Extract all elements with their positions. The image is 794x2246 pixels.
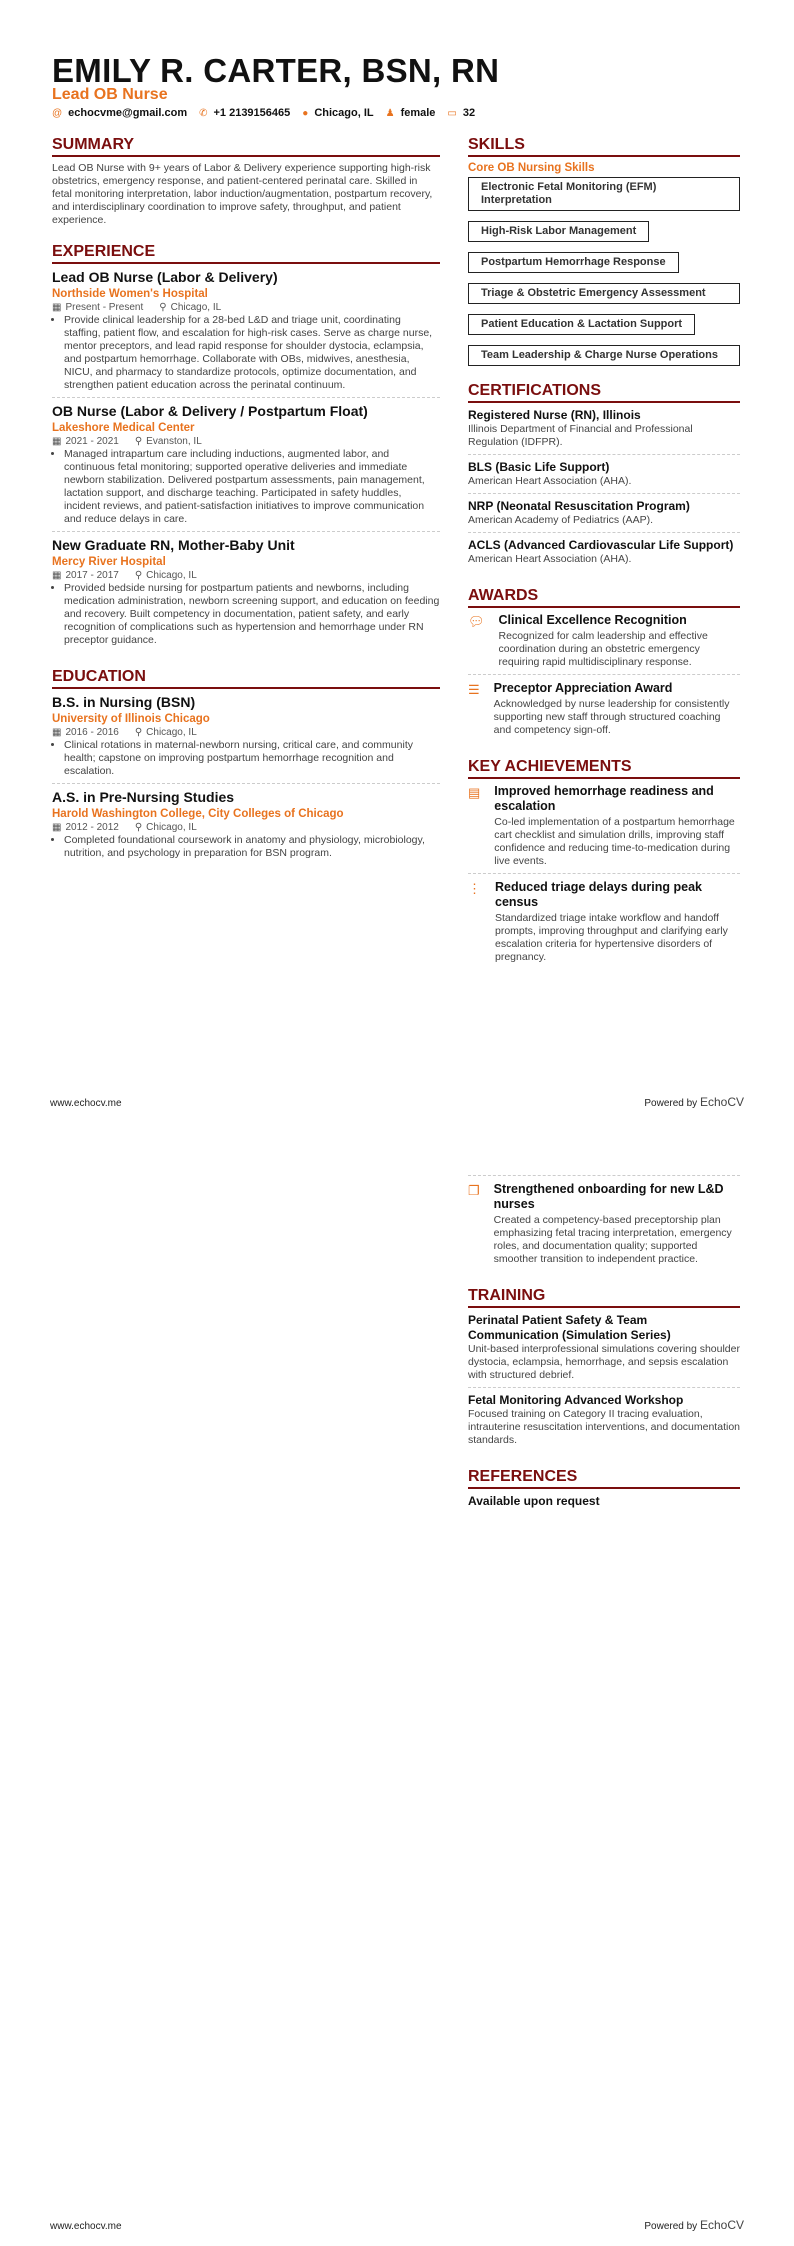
section-heading: REFERENCES: [468, 1468, 740, 1489]
location-pin-icon: ●: [302, 107, 309, 119]
calendar-icon: ▦: [52, 436, 62, 447]
education-item: [52, 789, 440, 865]
vertical-dots-icon: ⋮: [468, 881, 481, 896]
cert-issuer: Illinois Department of Financial and Professional Regulation (IDFPR).: [468, 423, 693, 448]
training-item: [468, 1313, 740, 1388]
degree: A.S. in Pre-Nursing Studies: [52, 789, 235, 805]
achievements-section: [468, 758, 740, 969]
references-text: Available upon request: [468, 1494, 600, 1508]
footer-powered-by: [644, 2218, 744, 2232]
awards-section: [468, 587, 740, 742]
job-title: OB Nurse (Labor & Delivery / Postpartum Float): [52, 403, 368, 419]
calendar-icon: ▭: [447, 107, 457, 119]
skill-tag: High-Risk Labor Management: [468, 221, 649, 242]
footer-site-link[interactable]: www.echocv.me: [50, 2221, 122, 2232]
education-item: [52, 694, 440, 784]
experience-section: [52, 243, 440, 652]
training-title: Fetal Monitoring Advanced Workshop: [468, 1393, 684, 1407]
award-desc: Recognized for calm leadership and effective coordination during an obstetric emergency requiring rapid multidisciplinary response.: [498, 630, 708, 668]
phone[interactable]: +1 2139156465: [213, 107, 291, 119]
employer: Mercy River Hospital: [52, 556, 166, 568]
skill-tag: Triage & Obstetric Emergency Assessment: [468, 283, 740, 304]
right-column: [468, 1175, 740, 1525]
cert-issuer: American Academy of Pediatrics (AAP).: [468, 514, 653, 526]
certification-item: [468, 499, 740, 533]
calendar-icon: ▦: [52, 302, 62, 313]
section-heading: AWARDS: [468, 587, 740, 608]
section-heading: TRAINING: [468, 1287, 740, 1308]
bullet: • Clinical rotations in maternal-newborn nursing, critical care, and community health; capstone on improving postpartum hemorrhage recognition and escalation.: [64, 739, 440, 778]
cert-title: NRP (Neonatal Resuscitation Program): [468, 499, 690, 513]
skill-tag: Patient Education & Lactation Support: [468, 314, 695, 335]
dates: 2021 - 2021: [65, 436, 119, 447]
location: Evanston, IL: [146, 436, 202, 447]
dates: Present - Present: [65, 302, 144, 313]
experience-item: [52, 403, 440, 532]
training-item: [468, 1393, 740, 1452]
left-column: [52, 136, 440, 881]
phone-icon: ✆: [199, 107, 208, 119]
location-pin-icon: ⚲: [134, 570, 143, 581]
documents-icon: ❐: [468, 1183, 480, 1198]
brand-logo: EchoCV: [699, 1095, 744, 1109]
job-title: Lead OB Nurse (Labor & Delivery): [52, 269, 278, 285]
education-section: [52, 668, 440, 865]
candidate-name: EMILY R. CARTER, BSN, RN: [52, 52, 500, 89]
brand-logo: EchoCV: [699, 2218, 744, 2232]
achievement-desc: Standardized triage intake workflow and handoff prompts, improving throughput and clarifying early escalation criteria for hypertensive disorders of pregnancy.: [495, 912, 728, 963]
dates: 2016 - 2016: [65, 727, 119, 738]
contact-bar: [52, 107, 475, 119]
bullet: • Managed intrapartum care including inductions, augmented labor, and continuous fetal monitoring; supported operative deliveries and immediate newborn stabilization. Delivered postpartum assessments, pain management, lactation support, and discharge teaching. Participated in safety huddles, incident reviews, and patient-satisfaction initiatives to improve communication and reduce delays in care.: [64, 448, 440, 526]
section-heading: EXPERIENCE: [52, 243, 440, 264]
training-desc: Focused training on Category II tracing evaluation, intrauterine resuscitation interventions, and documentation standards.: [468, 1408, 740, 1446]
location-pin-icon: ⚲: [134, 436, 143, 447]
dates: 2017 - 2017: [65, 570, 119, 581]
summary-text: Lead OB Nurse with 9+ years of Labor & Delivery experience supporting high-risk obstetrics, emergency response, and patient-centered perinatal care. Skilled in fetal monitoring interpretation, labor induction/augmentation, postpartum recovery, and interdisciplinary coordination to improve safety, throughput, and patient experience.: [52, 162, 433, 226]
location: Chicago, IL: [170, 302, 222, 313]
bullet: • Provided bedside nursing for postpartum patients and newborns, including medication administration, newborn screening support, and education on feeding and recovery. Built competency in documentation, patient safety, and early recognition of complications such as hypertension and hemorrhage under RN preceptor guidance.: [64, 582, 440, 647]
training-desc: Unit-based interprofessional simulations covering shoulder dystocia, eclampsia, hemorrhage, and sepsis escalation with structured debrief.: [468, 1343, 740, 1381]
location: Chicago, IL: [314, 107, 374, 119]
award-item: [468, 681, 740, 742]
certifications-section: [468, 382, 740, 571]
calendar-icon: ▦: [52, 822, 62, 833]
sliders-icon: ☰: [468, 682, 480, 697]
section-heading: EDUCATION: [52, 668, 440, 689]
candidate-title: Lead OB Nurse: [52, 86, 168, 103]
at-icon: @: [52, 107, 63, 119]
location: Chicago, IL: [146, 822, 197, 833]
location-pin-icon: ⚲: [134, 727, 143, 738]
location: Chicago, IL: [146, 570, 197, 581]
degree: B.S. in Nursing (BSN): [52, 694, 196, 710]
award-item: [468, 613, 740, 675]
experience-item: [52, 537, 440, 652]
chat-bubble-icon: 💬︎: [468, 614, 485, 629]
school: University of Illinois Chicago: [52, 713, 210, 725]
bullet: • Provide clinical leadership for a 28-bed L&D and triage unit, coordinating staffing, patient flow, and escalation for high-risk cases. Serve as charge nurse, mentor preceptors, and lead rapid response for shoulder dystocia, eclampsia, and postpartum hemorrhage. Collaborate with OBs, midwives, anesthesia, NICU, and pharmacy to standardize protocols, optimize documentation, and strengthen patient education across the perinatal continuum.: [64, 314, 440, 392]
powered-by-label: Powered by: [644, 1098, 698, 1109]
calendar-chart-icon: ▤: [468, 785, 481, 800]
achievement-title: Improved hemorrhage readiness and escalation: [494, 784, 714, 813]
cert-title: Registered Nurse (RN), Illinois: [468, 408, 641, 422]
summary-section: [52, 136, 440, 227]
skill-group-title: Core OB Nursing Skills: [468, 162, 595, 174]
skill-tag: Team Leadership & Charge Nurse Operations: [468, 345, 740, 366]
cert-title: BLS (Basic Life Support): [468, 460, 610, 474]
employer: Lakeshore Medical Center: [52, 422, 195, 434]
powered-by-label: Powered by: [644, 2221, 698, 2232]
section-heading: SKILLS: [468, 136, 740, 157]
calendar-icon: ▦: [52, 570, 62, 581]
calendar-icon: ▦: [52, 727, 62, 738]
achievement-item: [468, 1182, 740, 1271]
section-heading: CERTIFICATIONS: [468, 382, 740, 403]
school: Harold Washington College, City Colleges of Chicago: [52, 808, 344, 820]
skill-tag: Electronic Fetal Monitoring (EFM) Interpretation: [468, 177, 740, 211]
right-column: [468, 136, 740, 985]
achievement-item: [468, 880, 740, 969]
job-title: New Graduate RN, Mother-Baby Unit: [52, 537, 295, 553]
cert-title: ACLS (Advanced Cardiovascular Life Support): [468, 538, 734, 552]
bullet: • Completed foundational coursework in anatomy and physiology, microbiology, nutrition, and psychology in preparation for BSN program.: [64, 834, 440, 860]
award-title: Clinical Excellence Recognition: [498, 613, 687, 627]
cert-issuer: American Heart Association (AHA).: [468, 553, 632, 565]
award-title: Preceptor Appreciation Award: [493, 681, 673, 695]
certification-item: [468, 408, 740, 455]
resume-page-2: [0, 1123, 794, 2246]
location-pin-icon: ⚲: [134, 822, 143, 833]
achievement-item: [468, 784, 740, 874]
achievement-desc: Created a competency-based preceptorship plan emphasizing fetal tracing interpretation, emergency roles, and documentation quality; supported smoother transition to independent practice.: [493, 1214, 732, 1265]
references-section: [468, 1468, 740, 1509]
person-icon: ♟: [385, 107, 395, 119]
training-section: [468, 1287, 740, 1452]
achievement-title: Reduced triage delays during peak census: [495, 880, 703, 909]
certification-item: [468, 460, 740, 494]
achievements-continued: [468, 1175, 740, 1271]
employer: Northside Women's Hospital: [52, 288, 208, 300]
location: Chicago, IL: [146, 727, 197, 738]
skills-section: [468, 136, 740, 366]
award-desc: Acknowledged by nurse leadership for consistently supporting new staff through structured coaching and competency sign-off.: [493, 698, 730, 736]
achievement-title: Strengthened onboarding for new L&D nurses: [493, 1182, 724, 1211]
location-pin-icon: ⚲: [159, 302, 167, 313]
achievement-desc: Co-led implementation of a postpartum hemorrhage cart checklist and simulation drills, improving staff confidence and reducing time-to-medication during live events.: [494, 816, 735, 867]
certification-item: [468, 538, 740, 571]
experience-item: [52, 269, 440, 398]
cert-issuer: American Heart Association (AHA).: [468, 475, 632, 487]
section-heading: SUMMARY: [52, 136, 440, 157]
email[interactable]: echocvme@gmail.com: [68, 107, 188, 119]
skill-tag: Postpartum Hemorrhage Response: [468, 252, 679, 273]
dates: 2012 - 2012: [65, 822, 119, 833]
training-title: Perinatal Patient Safety & Team Communication (Simulation Series): [468, 1313, 671, 1342]
footer-powered-by: [644, 1095, 744, 1109]
age: 32: [462, 107, 476, 119]
gender: female: [400, 107, 436, 119]
section-heading: KEY ACHIEVEMENTS: [468, 758, 740, 779]
footer-site-link[interactable]: www.echocv.me: [50, 1098, 122, 1109]
